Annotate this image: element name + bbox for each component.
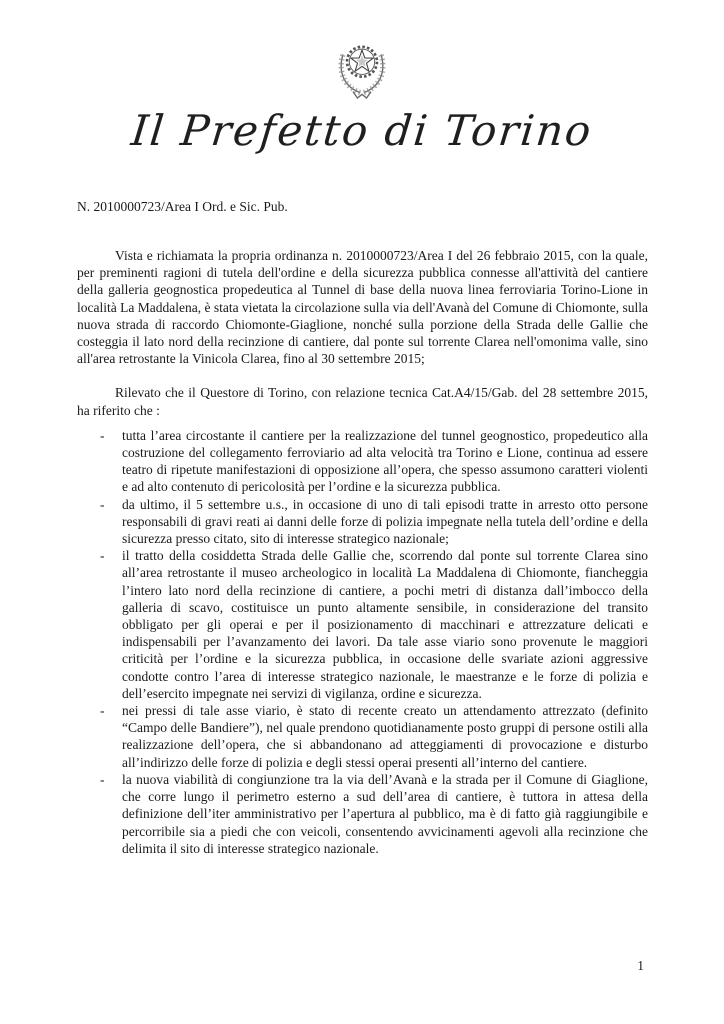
bullet-item xyxy=(77,496,648,548)
bullet-dash: - xyxy=(100,427,105,443)
bullet-text: la nuova viabilità di congiunzione tra la via dell’Avanà e la strada per il Comune di Giaglione, che corre lungo il perimetro esterno a sud dell’area di cantiere, è tuttora in attesa della definizione dell’iter amministrativo per l’apertura al pubblico, ma è di fatto già raggiungibile e percorribile sia a piedi che con veicoli, consentendo avvicinamenti agevoli alla recinzione che delimita il sito di interesse strategico nazionale. xyxy=(122,771,648,856)
bullet-dash: - xyxy=(100,548,105,564)
document-body xyxy=(77,247,648,857)
reference-number: N. 2010000723/Area I Ord. e Sic. Pub. xyxy=(77,199,288,214)
bullet-dash: - xyxy=(100,771,105,787)
bullet-item xyxy=(77,427,648,496)
page-title: Il Prefetto di Torino xyxy=(129,106,596,155)
bullet-item xyxy=(77,547,648,702)
bullet-text: tutta l’area circostante il cantiere per la realizzazione del tunnel geognostico, propedeutico alla costruzione del collegamento ferroviario ad alta velocità tra Torino e Lione, continua ad essere teatro di ripetute manifestazioni di opposizione all’opera, che spesso assumono caratteri violenti e ad alto contenuto di pericolosità per l’ordine e la sicurezza pubblica. xyxy=(122,427,648,495)
bullet-text: il tratto della cosiddetta Strada delle Gallie che, scorrendo dal ponte sul torrente Clarea sino all’area retrostante il museo archeologico in località La Maddalena di Chiomonte, fiancheggia l’intero lato nord della recinzione di cantiere, a pochi metri di distanza dall’imbocco della galleria di scavo, costituisce un punto altamente sensibile, in considerazione del transito obbligato per gli operai e per il posizionamento di macchinari e attrezzature delicati e indispensabili per l’avanzamento dei lavori. Da tale asse viario sono provenute le maggiori criticità per l’ordine e la sicurezza pubblica, in occasione delle svariate azioni aggressive condotte contro l’area di interesse strategico nazionale, le maestranze e le forze di polizia e dell’esercito impegnate nei servizi di vigilanza, ordine e sicurezza. xyxy=(122,548,648,701)
paragraph-vista: Vista e richiamata la propria ordinanza n. 2010000723/Area I del 26 febbraio 2015, con la quale, per preminenti ragioni di tutela dell'ordine e della sicurezza pubblica connesse all'attività del cantiere della galleria geognostica propedeutica al Tunnel di base della nuova linea ferroviaria Torino-Lione in località La Maddalena, è stata vietata la circolazione sulla via dell'Avanà del Comune di Chiomonte, sulla nuova strada di raccordo Chiomonte-Giaglione, nonché sulla porzione della Strada delle Gallie che costeggia il lato nord della recinzione di cantiere, dal ponte sul torrente Clarea nell'omonima valle, sino all'area retrostante la Vinicola Clarea, fino al 30 settembre 2015; xyxy=(77,248,648,367)
bullet-text: da ultimo, il 5 settembre u.s., in occasione di uno di tali episodi tratte in arresto otto persone responsabili di gravi reati ai danni delle forze di polizia impegnate nella tutela dell’ordine e della sicurezza presso citato, sito di interesse strategico nazionale; xyxy=(122,496,648,547)
bullet-dash: - xyxy=(100,496,105,512)
bullet-item xyxy=(77,771,648,857)
page-number: 1 xyxy=(637,958,644,973)
bullet-item xyxy=(77,702,648,771)
bullet-list xyxy=(77,427,648,857)
bullet-text: nei pressi di tale asse viario, è stato di recente creato un attendamento attrezzato (definito “Campo delle Bandiere”), nel quale prendono quotidianamente posto gruppi di persone ostili alla realizzazione dell’opera, che si abbandonano ad atteggiamenti di provocazione e disturbo all’indirizzo delle forze di polizia e degli stessi operai presenti all’interno del cantiere. xyxy=(122,703,648,770)
italian-republic-emblem-icon xyxy=(333,34,391,104)
bullet-dash: - xyxy=(100,703,105,719)
paragraph-rilevato: Rilevato che il Questore di Torino, con relazione tecnica Cat.A4/15/Gab. del 28 settembre 2015, ha riferito che : xyxy=(77,385,648,418)
